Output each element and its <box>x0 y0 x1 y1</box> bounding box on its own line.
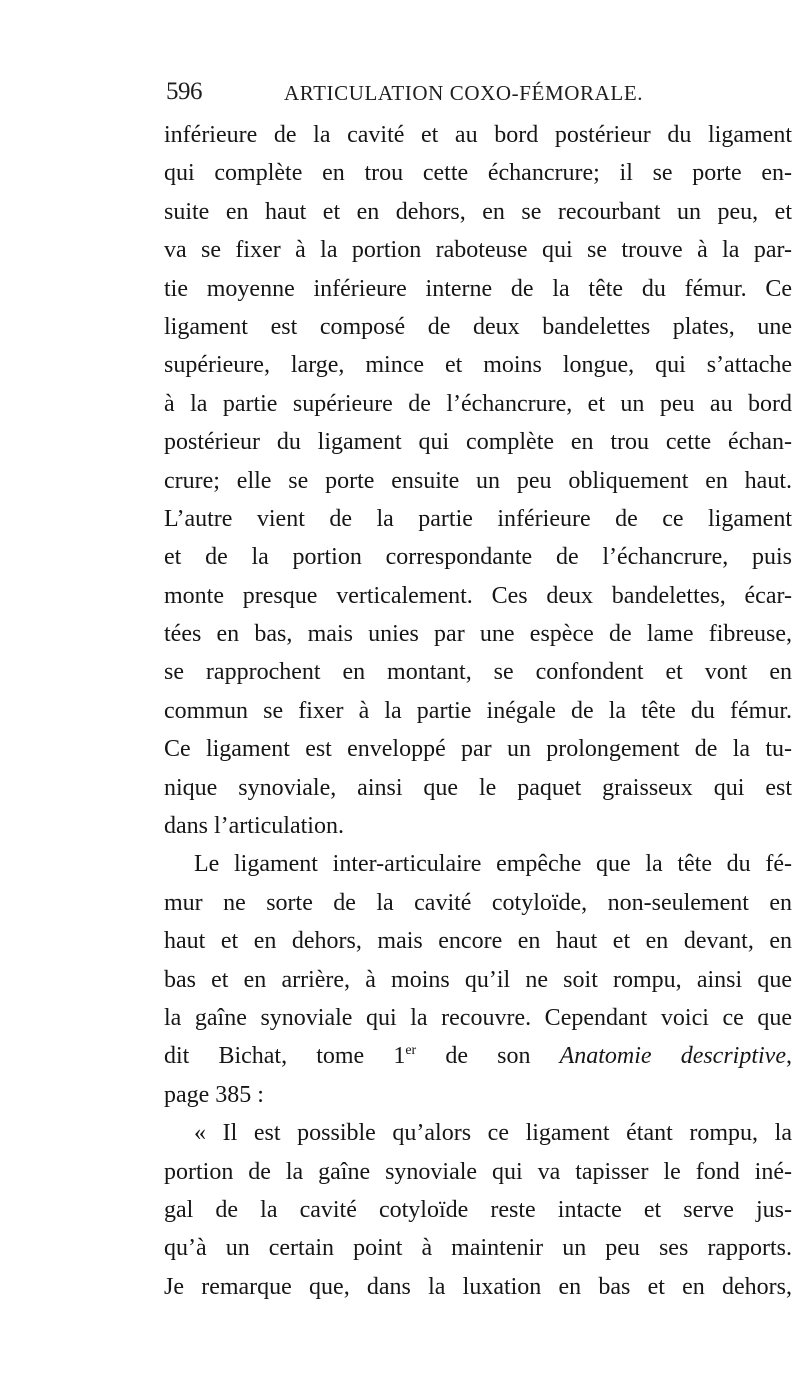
text-line-23: bas et en arrière, à moins qu’il ne soit rompu, ainsi que <box>164 966 792 993</box>
text-line-9: postérieur du ligament qui complète en trou cette échan- <box>164 429 792 456</box>
text-line-21: mur ne sorte de la cavité cotyloïde, non-seulement en <box>164 889 792 916</box>
text-line-31: Je remarque que, dans la luxation en bas et en dehors, <box>164 1273 792 1300</box>
text-line-22: haut et en dehors, mais encore en haut et en devant, en <box>164 928 792 955</box>
text-line-3: suite en haut et en dehors, en se recourbant un peu, et <box>164 198 792 225</box>
text-line-12: et de la portion correspondante de l’échancrure, puis <box>164 544 792 571</box>
text-line-5: tie moyenne inférieure interne de la tête du fémur. Ce <box>164 275 792 302</box>
text-line-19: dans l’articulation. <box>164 813 344 840</box>
text-line-27: « Il est possible qu’alors ce ligament étant rompu, la <box>194 1120 792 1147</box>
body-text <box>164 116 792 1306</box>
book-title: Anatomie descriptive <box>559 1043 786 1070</box>
text-line-30: qu’à un certain point à maintenir un peu ses rapports. <box>164 1235 792 1262</box>
text-line-17: Ce ligament est enveloppé par un prolongement de la tu- <box>164 736 792 763</box>
text-line-7: supérieure, large, mince et moins longue, qui s’attache <box>164 352 792 379</box>
text-line-20: Le ligament inter-articulaire empêche que la tête du fé- <box>194 851 792 878</box>
text-line-29: gal de la cavité cotyloïde reste intacte et serve jus- <box>164 1196 792 1223</box>
bichat-before: dit Bichat, tome 1 <box>164 1043 406 1070</box>
text-line-1: inférieure de la cavité et au bord postérieur du ligament <box>164 122 792 148</box>
text-line-25 <box>164 1037 792 1075</box>
text-line-13: monte presque verticalement. Ces deux bandelettes, écar- <box>164 582 792 609</box>
page-number: 596 <box>166 78 202 105</box>
page-header <box>166 78 726 112</box>
text-line-4: va se fixer à la portion raboteuse qui se trouve à la par- <box>164 237 792 264</box>
superscript-er: er <box>405 1043 417 1059</box>
text-line-8: à la partie supérieure de l’échancrure, et un peu au bord <box>164 390 792 417</box>
text-line-14: tées en bas, mais unies par une espèce de lame fibreuse, <box>164 621 792 648</box>
text-line-26: page 385 : <box>164 1081 264 1108</box>
text-line-2: qui complète en trou cette échancrure; il se porte en- <box>164 160 792 187</box>
bichat-middle: de son <box>416 1043 560 1070</box>
text-line-11: L’autre vient de la partie inférieure de ce ligament <box>164 505 792 532</box>
text-line-10: crure; elle se porte ensuite un peu obliquement en haut. <box>164 467 792 494</box>
bichat-after: , <box>786 1043 792 1070</box>
text-line-6: ligament est composé de deux bandelettes plates, une <box>164 313 792 340</box>
text-line-24: la gaîne synoviale qui la recouvre. Cependant voici ce que <box>164 1004 792 1031</box>
text-line-18: nique synoviale, ainsi que le paquet graisseux qui est <box>164 774 792 801</box>
running-head: ARTICULATION COXO-FÉMORALE. <box>284 81 644 105</box>
text-line-28: portion de la gaîne synoviale qui va tapisser le fond iné- <box>164 1158 792 1185</box>
text-line-16: commun se fixer à la partie inégale de la tête du fémur. <box>164 697 792 724</box>
text-line-15: se rapprochent en montant, se confondent et vont en <box>164 659 792 686</box>
